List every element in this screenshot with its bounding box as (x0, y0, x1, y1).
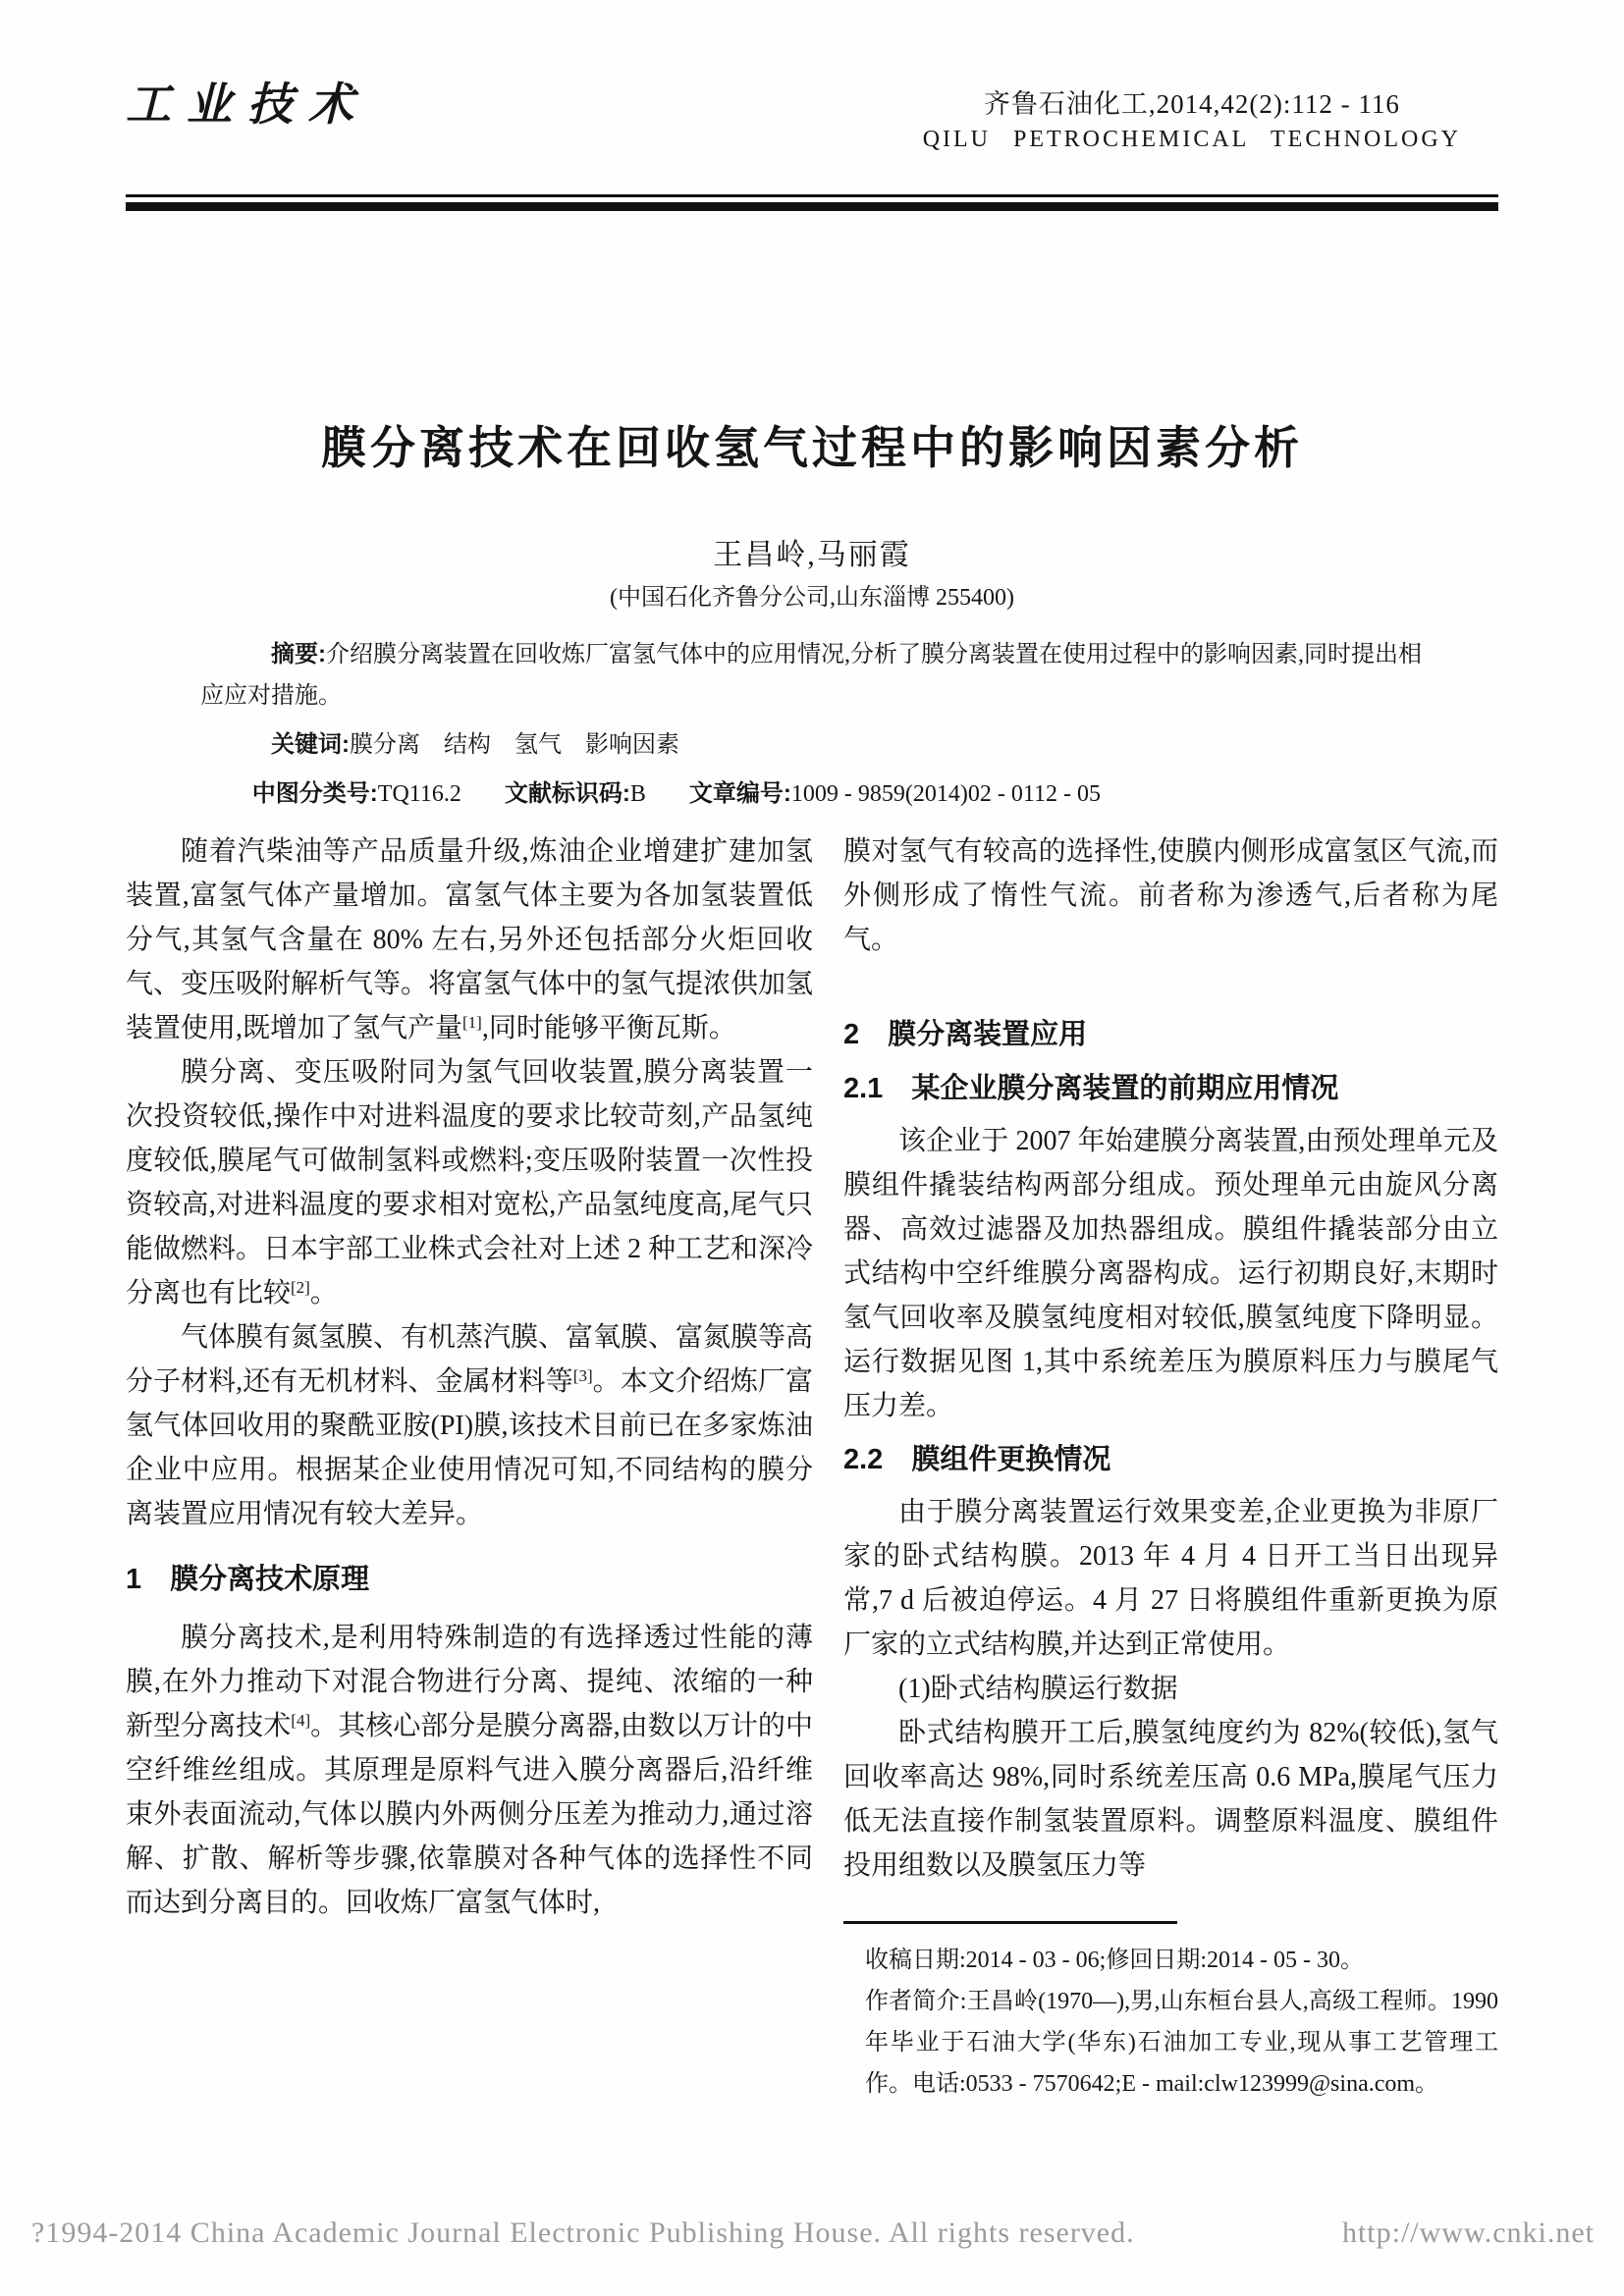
section-heading-2: 2 膜分离装置应用 (843, 1019, 1088, 1050)
keywords (200, 724, 1422, 766)
keywords-label: 关键词: (271, 731, 350, 758)
header-rule-thin (126, 194, 1498, 197)
article-title: 膜分离技术在回收氢气过程中的影响因素分析 (321, 422, 1303, 473)
paragraph-intro-2 (126, 1050, 813, 1315)
reference-mark-2: [2] (291, 1278, 310, 1297)
article-body (126, 829, 1498, 2204)
section-heading-2-1: 2.1 某企业膜分离装置的前期应用情况 (843, 1073, 1339, 1104)
paragraph-intro-1 (126, 829, 813, 1050)
doc-code-label: 文献标识码: (504, 780, 630, 807)
paragraph-text: 。本文介绍炼厂富氢气体回收用的聚酰亚胺(PI)膜,该技术目前已在多家炼油企业中应用。根据某企业使用情况可知,不同结构的膜分离装置应用情况有较大差异。 (126, 1366, 813, 1529)
article-affiliation: (中国石化齐鲁分公司,山东淄博 255400) (610, 585, 1014, 611)
abstract (200, 634, 1422, 717)
paragraph-text: 气体膜有氮氢膜、有机蒸汽膜、富氧膜、富氮膜等高分子材料,还有无机材料、金属材料等 (126, 1322, 814, 1397)
clc-number: TQ116.2 (377, 781, 461, 807)
doc-code: B (629, 781, 646, 807)
paragraph-section1 (126, 1616, 813, 1925)
classification-line (200, 774, 1422, 815)
section-heading-2-2: 2.2 膜组件更换情况 (843, 1444, 1111, 1475)
paragraph-section2-2: 由于膜分离装置运行效果变差,企业更换为非原厂家的卧式结构膜。2013 年 4 月 4 日开工当日出现异常,7 d 后被迫停运。4 月 27 日将膜组件重新更换为原厂家的立式结构膜,并达到正常使用。 (843, 1497, 1498, 1660)
reference-mark-4: [4] (291, 1711, 311, 1730)
abstract-text: 介绍膜分离装置在回收炼厂富氢气体中的应用情况,分析了膜分离装置在使用过程中的影响因素,同时提出相应应对措施。 (200, 642, 1422, 709)
footnote-rule (843, 1921, 1177, 1924)
reference-mark-3: [3] (572, 1366, 593, 1385)
footnote-author-bio: 作者简介:王昌岭(1970—),男,山东桓台县人,高级工程师。1990 年毕业于石油大学(华东)石油加工专业,现从事工艺管理工作。电话:0533 - 7570642;E - mail:clw123999@sina.com。 (865, 1989, 1498, 2097)
paragraph-text: ,同时能够平衡瓦斯。 (481, 1013, 736, 1043)
right-column (843, 829, 1498, 1888)
article-authors: 王昌岭,马丽霞 (713, 539, 911, 571)
article-no-label: 文章编号: (688, 780, 791, 807)
footnote-block (843, 1921, 1498, 2105)
footer-url: http://www.cnki.net (1341, 2216, 1595, 2249)
footer-copyright: ?1994-2014 China Academic Journal Electronic Publishing House. All rights reserved. (31, 2216, 1135, 2249)
page-footer (31, 2216, 1595, 2250)
paragraph-text: 膜分离、变压吸附同为氢气回收装置,膜分离装置一次投资较低,操作中对进料温度的要求比较苛刻,产品氢纯度较低,膜尾气可做制氢料或燃料;变压吸附装置一次性投资较高,对进料温度的要求相对宽松,产品氢纯度高,尾气只能做燃料。日本宇部工业株式会社对上述 2 种工艺和深冷分离也有比较 (126, 1057, 814, 1308)
header-rule-thick (126, 202, 1498, 211)
footnote-dates: 收稿日期:2014 - 03 - 06;修回日期:2014 - 05 - 30。 (865, 1948, 1364, 1973)
paragraph-text: 。其核心部分是膜分离器,由数以万计的中空纤维丝组成。其原理是原料气进入膜分离器后,沿纤维束外表面流动,气体以膜内外两侧分压差为推动力,通过溶解、扩散、解析等步骤,依靠膜对各种气体的选择性不同而达到分离目的。回收炼厂富氢气体时, (126, 1711, 813, 1918)
paragraph-section2-2b: 卧式结构膜开工后,膜氢纯度约为 82%(较低),氢气回收率高达 98%,同时系统差压高 0.6 MPa,膜尾气压力低无法直接作制氢装置原料。调整原料温度、膜组件投用组数以及膜氢压力等 (843, 1718, 1498, 1881)
paragraph-continued: 膜对氢气有较高的选择性,使膜内侧形成富氢区气流,而外侧形成了惰性气流。前者称为渗透气,后者称为尾气。 (843, 836, 1498, 955)
left-column (126, 829, 813, 1925)
paragraph-section2-1: 该企业于 2007 年始建膜分离装置,由预处理单元及膜组件撬装结构两部分组成。预处理单元由旋风分离器、高效过滤器及加热器组成。膜组件撬装部分由立式结构中空纤维膜分离器构成。运行初期良好,末期时氢气回收率及膜氢纯度相对较低,膜氢纯度下降明显。运行数据见图 1,其中系统差压为膜原料压力与膜尾气压力差。 (843, 1126, 1498, 1421)
clc-label: 中图分类号: (251, 780, 378, 807)
paragraph-intro-3 (126, 1315, 813, 1536)
paragraph-text: 膜分离技术,是利用特殊制造的有选择透过性能的薄膜,在外力推动下对混合物进行分离、提纯、浓缩的一种新型分离技术 (126, 1623, 813, 1741)
section-heading-1: 1 膜分离技术原理 (126, 1564, 370, 1595)
journal-citation: 齐鲁石油化工,2014,42(2):112 - 116 (983, 89, 1400, 119)
article-meta (200, 634, 1422, 815)
journal-name-english: QILU PETROCHEMICAL TECHNOLOGY (922, 127, 1461, 152)
paragraph-text: 随着汽柴油等产品质量升级,炼油企业增建扩建加氢装置,富氢气体产量增加。富氢气体主要为各加氢装置低分气,其氢气含量在 80% 左右,另外还包括部分火炬回收气、变压吸附解析气等。将富氢气体中的氢气提浓供加氢装置使用,既增加了氢气产量 (126, 836, 814, 1043)
article-no: 1009 - 9859(2014)02 - 0112 - 05 (790, 781, 1101, 807)
column-section-label: 工业技术 (126, 80, 369, 130)
journal-header (923, 86, 1461, 157)
keywords-text: 膜分离 结构 氢气 影响因素 (350, 732, 679, 758)
reference-mark-1: [1] (462, 1013, 482, 1032)
abstract-label: 摘要: (271, 641, 326, 667)
paragraph-text: 。 (309, 1278, 338, 1308)
list-item-1: (1)卧式结构膜运行数据 (898, 1674, 1178, 1704)
